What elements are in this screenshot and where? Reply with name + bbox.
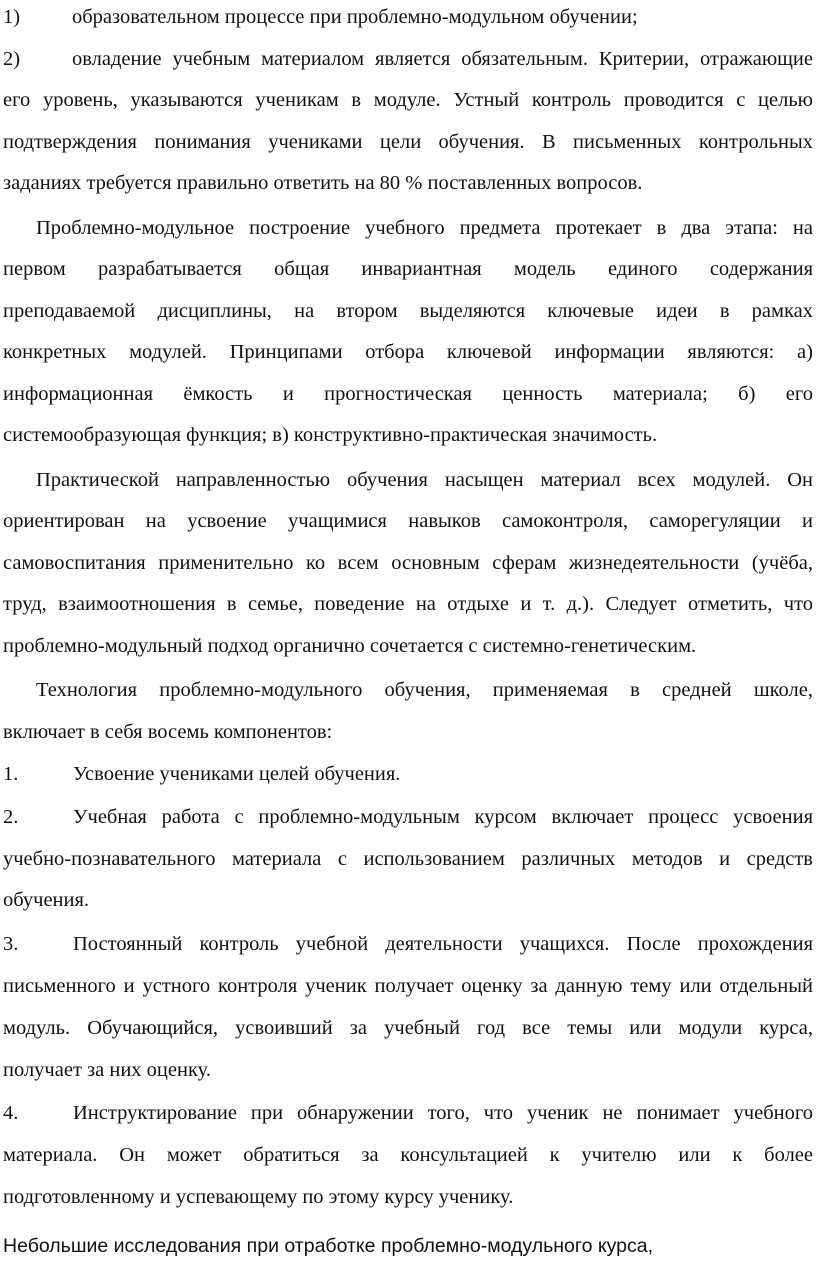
paragraph-first-line: Технология проблемно-модульного обучения, применяемая в средней школе, [36, 679, 813, 701]
section-heading: Небольшие исследования при отработке проблемно-модульного курса, [3, 1235, 653, 1257]
text-line: проблемно-модульный подход органично сочетается с системно-генетическим. [3, 635, 697, 657]
list-number: 2. [3, 806, 19, 828]
text-line: конкретных модулей. Принципами отбора ключевой информации являются: а) [3, 341, 813, 363]
text-line: подготовленному и успевающему по этому курсу ученику. [3, 1186, 514, 1208]
list-number: 3. [3, 933, 19, 955]
text-line: овладение учебным материалом является обязательным. Критерии, отражающие [72, 48, 813, 70]
text-line: получает за них оценку. [3, 1059, 211, 1081]
text-line: материала. Он может обратиться за консультацией к учителю или к более [3, 1144, 813, 1166]
list-number: 1) [3, 6, 21, 28]
text-line: подтверждения понимания учениками цели обучения. В письменных контрольных [3, 131, 813, 153]
text-line: Инструктирование при обнаружении того, что ученик не понимает учебного [73, 1102, 813, 1124]
paragraph-first-line: Проблемно-модульное построение учебного предмета протекает в два этапа: на [36, 217, 813, 239]
text-line: преподаваемой дисциплины, на втором выделяются ключевые идеи в рамках [3, 300, 813, 322]
list-item-2-line [3, 39, 813, 81]
text-line: письменного и устного контроля ученик получает оценку за данную тему или отдельный [3, 975, 813, 997]
text-line: обучения. [3, 889, 90, 911]
text-line: включает в себя восемь компонентов: [3, 721, 333, 743]
text-line: образовательном процессе при проблемно-модульном обучении; [72, 6, 638, 28]
text-line: труд, взаимоотношения в семье, поведение на отдыхе и т. д.). Следует отметить, что [3, 593, 813, 615]
list-number: 2) [3, 48, 21, 70]
list-item-1-line [3, 754, 813, 796]
text-line: Усвоение учениками целей обучения. [73, 763, 401, 785]
list-item-3-line [3, 924, 813, 966]
list-number: 4. [3, 1102, 19, 1124]
text-line: Постоянный контроль учебной деятельности учащихся. После прохождения [73, 933, 813, 955]
text-line: ориентирован на усвоение учащимися навыков самоконтроля, саморегуляции и [3, 510, 813, 532]
text-line: модуль. Обучающийся, усвоивший за учебный год все темы или модули курса, [3, 1017, 813, 1039]
text-line: первом разрабатывается общая инвариантная модель единого содержания [3, 258, 813, 280]
list-item-4-line [3, 1093, 813, 1135]
text-line: его уровень, указываются ученикам в модуле. Устный контроль проводится с целью [3, 89, 813, 111]
list-item-2-line [3, 797, 813, 839]
text-line: информационная ёмкость и прогностическая ценность материала; б) его [3, 383, 813, 405]
list-item-1-line [3, 0, 813, 39]
text-line: самовоспитания применительно ко всем основным сферам жизнедеятельности (учёба, [3, 552, 813, 574]
text-line: заданиях требуется правильно ответить на 80 % поставленных вопросов. [3, 172, 643, 194]
list-number: 1. [3, 763, 19, 785]
text-line: системообразующая функция; в) конструктивно-практическая значимость. [3, 424, 658, 446]
paragraph-first-line: Практической направленностью обучения насыщен материал всех модулей. Он [36, 469, 813, 491]
text-line: учебно-познавательного материала с использованием различных методов и средств [3, 848, 813, 870]
text-line: Учебная работа с проблемно-модульным курсом включает процесс усвоения [73, 806, 813, 828]
